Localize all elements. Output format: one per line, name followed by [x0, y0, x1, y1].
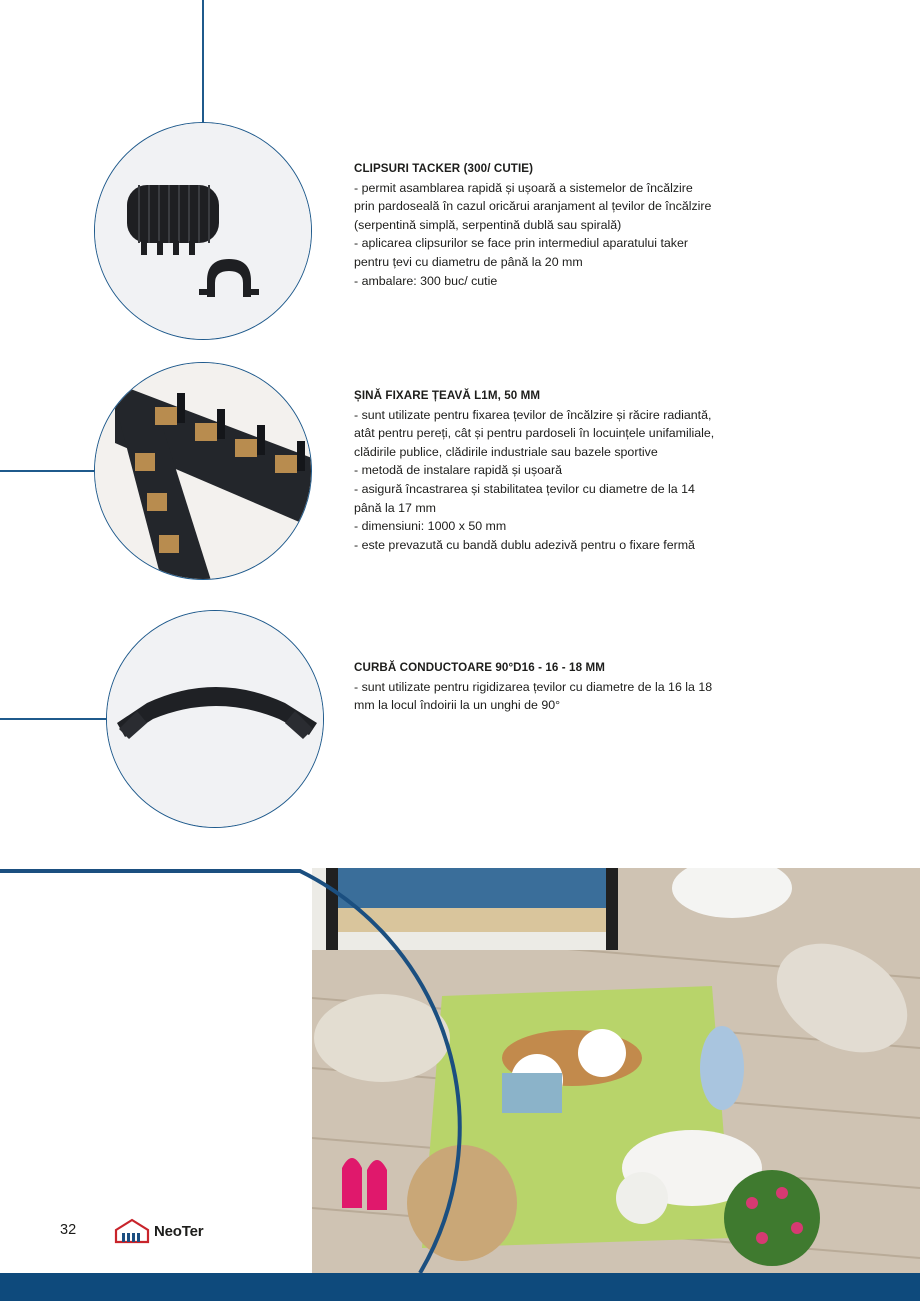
- product-block-tacker-clips: [354, 160, 764, 290]
- product-line: prin pardoseală în cazul oricărui aranjament al țevilor de încălzire: [354, 199, 712, 214]
- lifestyle-photo: [312, 868, 920, 1273]
- product-image-pipe-bend: [106, 610, 324, 828]
- product-block-pipe-rail: [354, 387, 764, 554]
- product-line: clădirile publice, clădirile industriale sau bazele sportive: [354, 444, 658, 459]
- logo-text: NeoTer: [154, 1222, 204, 1240]
- product-image-tacker-clips: [94, 122, 312, 340]
- product-line: - aplicarea clipsurilor se face prin intermediul aparatului taker: [354, 236, 689, 251]
- product-line: - asigură încastrarea și stabilitatea țevilor cu diametre de la 14: [354, 481, 695, 496]
- footer-bar: [0, 1273, 920, 1301]
- product-title: ȘINĂ FIXARE ȚEAVĂ L1M, 50 MM: [354, 389, 541, 402]
- product-line: - metodă de instalare rapidă și ușoară: [354, 463, 563, 478]
- product-title: CLIPSURI TACKER (300/ CUTIE): [354, 162, 534, 175]
- product-line: - dimensiuni: 1000 x 50 mm: [354, 519, 507, 534]
- product-line: (serpentină simplă, serpentină dublă sau spirală): [354, 217, 622, 232]
- product-line: - sunt utilizate pentru rigidizarea țevilor cu diametre de la 16 la 18: [354, 679, 713, 694]
- product-line: - permit asamblarea rapidă și ușoară a sistemelor de încălzire: [354, 180, 693, 195]
- connector-line-bottom: [0, 718, 106, 720]
- house-logo-icon: [114, 1218, 150, 1244]
- connector-line-middle: [0, 470, 94, 472]
- neoter-logo: [114, 1218, 203, 1244]
- product-line: - este prevazută cu bandă dublu adezivă pentru o fixare fermă: [354, 537, 695, 552]
- product-image-pipe-rail: [94, 362, 312, 580]
- product-line: atât pentru pereți, cât și pentru pardoseli în locuințele unifamiliale,: [354, 426, 715, 441]
- connector-line-top: [202, 0, 204, 122]
- product-line: - sunt utilizate pentru fixarea țevilor de încălzire și răcire radiantă,: [354, 407, 712, 422]
- product-line: pentru țevi cu diametru de până la 20 mm: [354, 254, 583, 269]
- product-block-pipe-bend: [354, 659, 764, 715]
- product-title: CURBĂ CONDUCTOARE 90°D16 - 16 - 18 MM: [354, 661, 605, 674]
- page-number: 32: [60, 1222, 77, 1238]
- product-line: până la 17 mm: [354, 500, 436, 515]
- product-line: - ambalare: 300 buc/ cutie: [354, 273, 498, 288]
- product-line: mm la locul îndoirii la un unghi de 90°: [354, 698, 561, 713]
